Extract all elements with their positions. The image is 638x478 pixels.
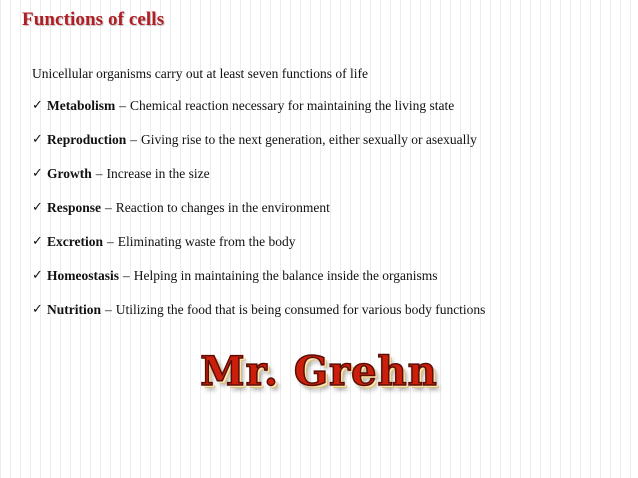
intro-text: Unicellular organisms carry out at least seven functions of life: [32, 66, 369, 81]
item-description: Utilizing the food that is being consumed for various body functions: [115, 302, 486, 317]
item-separator: –: [123, 268, 130, 283]
checkmark-icon: ✓: [32, 268, 43, 283]
checkmark-icon: ✓: [32, 200, 43, 215]
page-title: Functions of cells: [22, 9, 165, 30]
list-item-response: [32, 200, 485, 234]
item-term: Reproduction: [47, 132, 127, 147]
list-item-excretion: [32, 234, 485, 268]
item-separator: –: [105, 302, 112, 317]
list-item-metabolism: [32, 98, 485, 132]
checkmark-icon: ✓: [32, 98, 43, 113]
item-description: Reaction to changes in the environment: [115, 200, 330, 215]
item-term: Nutrition: [47, 302, 101, 317]
item-separator: –: [119, 98, 126, 113]
item-separator: –: [130, 132, 138, 147]
item-description: Helping in maintaining the balance inside the organisms: [133, 268, 438, 283]
item-term: Response: [47, 200, 102, 215]
checkmark-icon: ✓: [32, 132, 43, 147]
item-separator: –: [95, 166, 103, 181]
checkmark-icon: ✓: [32, 234, 43, 249]
checkmark-icon: ✓: [32, 166, 43, 181]
functions-list: [32, 98, 485, 336]
list-item-nutrition: [32, 302, 485, 336]
item-description: Increase in the size: [106, 166, 210, 181]
checkmark-icon: ✓: [32, 302, 43, 317]
item-description: Giving rise to the next generation, either sexually or asexually: [141, 132, 477, 147]
item-term: Metabolism: [47, 98, 116, 113]
item-term: Growth: [47, 166, 92, 181]
list-item-growth: [32, 166, 485, 200]
item-description: Chemical reaction necessary for maintaining the living state: [130, 98, 455, 113]
item-separator: –: [107, 234, 114, 249]
list-item-homeostasis: [32, 268, 485, 302]
item-separator: –: [105, 200, 112, 215]
list-item-reproduction: [32, 132, 485, 166]
item-description: Eliminating waste from the body: [117, 234, 296, 249]
item-term: Excretion: [47, 234, 103, 249]
item-term: Homeostasis: [47, 268, 119, 283]
author-logo: Mr. Grehn: [200, 348, 438, 395]
